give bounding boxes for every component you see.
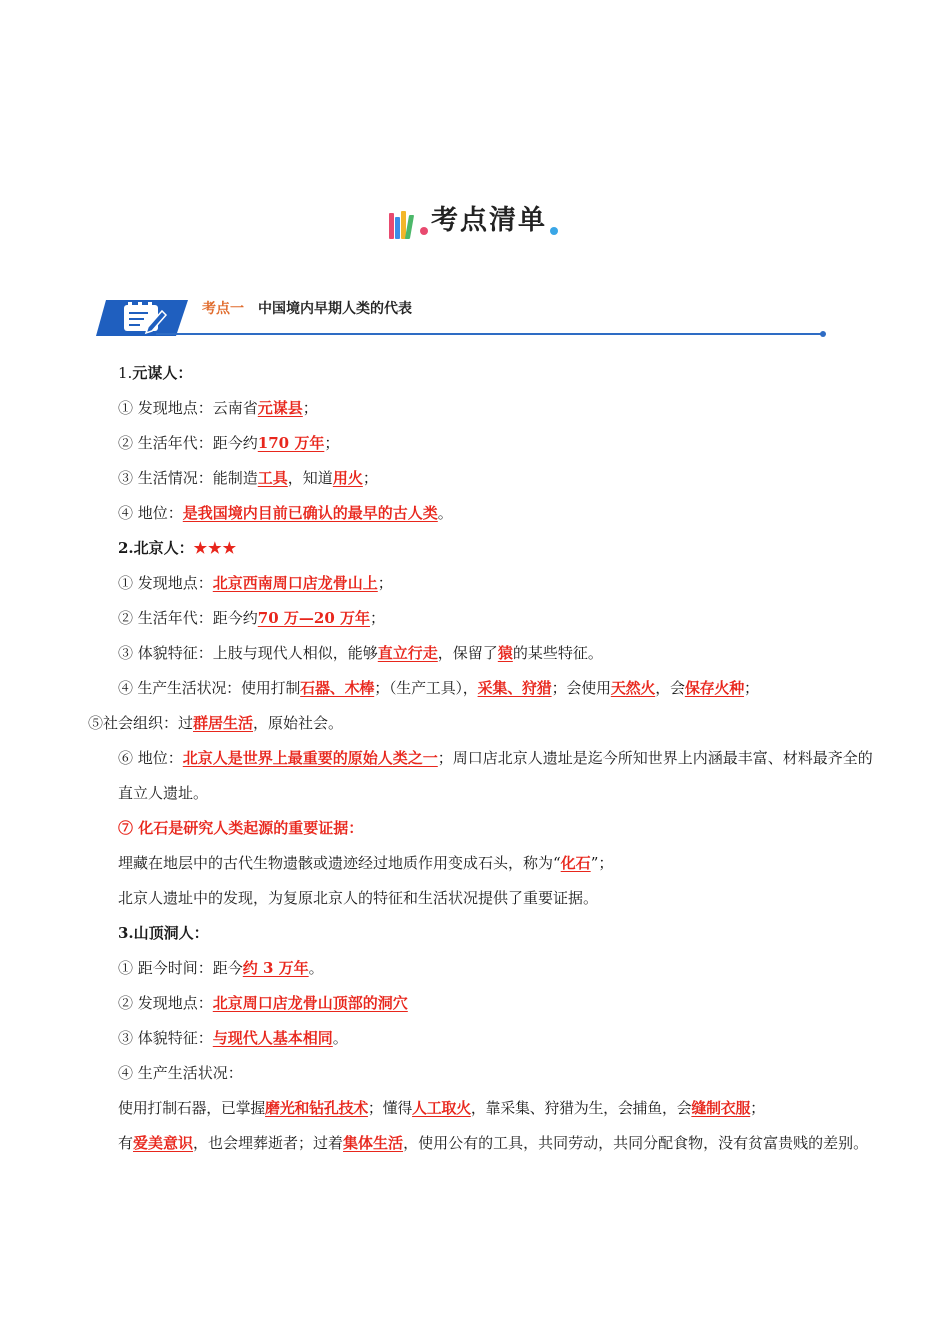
list-item: ⑥ 地位：北京人是世界上最重要的原始人类之一；周口店北京人遗址是迄今所知世界上内涵最丰富、材料最齐全的直立人遗址。: [118, 749, 873, 802]
keyword: 用火: [332, 469, 363, 487]
keyword: 元谋县: [257, 399, 303, 417]
list-item: ① 发现地点：北京西南周口店龙骨山上；: [118, 574, 393, 592]
list-item: ④ 地位：是我国境内目前已确认的最早的古人类。: [118, 504, 453, 522]
keyword: 磨光和钻孔技术: [265, 1099, 368, 1117]
keyword: 保存火种: [684, 679, 745, 697]
section-header: [96, 296, 830, 340]
heading-text: 2.北京人：: [118, 539, 194, 557]
list-item: ① 发现地点：云南省元谋县；: [118, 399, 318, 417]
section-divider: [156, 333, 824, 335]
list-item: ③ 生活情况：能制造工具，知道用火；: [118, 469, 378, 487]
keyword: 猿: [497, 644, 513, 662]
red-dot-icon: [420, 227, 428, 235]
list-item: ⑤社会组织：过群居生活，原始社会。: [88, 714, 344, 732]
list-item: ② 生活年代：距今约170 万年；: [118, 434, 340, 452]
list-item: ④ 生产生活状况：: [118, 1064, 243, 1082]
page-title: 考点清单: [431, 205, 547, 236]
star-rating: ★★★: [193, 539, 238, 557]
section-label: 考点一: [202, 301, 244, 317]
keyword: 人工取火: [412, 1099, 471, 1117]
keyword: 北京西南周口店龙骨山上: [212, 574, 378, 592]
keyword: 工具: [257, 469, 288, 487]
keyword: 直立行走: [377, 644, 438, 662]
keyword: 与现代人基本相同: [212, 1029, 333, 1047]
heading-number: 1.: [118, 364, 133, 382]
keyword: 约 3 万年: [242, 959, 309, 977]
section-title: 中国境内早期人类的代表: [258, 301, 412, 317]
keyword: 北京周口店龙骨山顶部的洞穴: [212, 994, 408, 1012]
list-item: ④ 生产生活状况：使用打制石器、木棒；（生产工具），采集、狩猎；会使用天然火，会保存火种；: [118, 679, 759, 697]
paragraph: 埋藏在地层中的古代生物遗骸或遗迹经过地质作用变成石头，称为“化石”；: [118, 854, 614, 872]
keyword: 170 万年: [257, 434, 325, 452]
list-item: ② 发现地点：北京周口店龙骨山顶部的洞穴: [118, 994, 408, 1012]
heading-upper-cave-man: 3.山顶洞人：: [118, 924, 209, 942]
keyword: 北京人是世界上最重要的原始人类之一: [182, 749, 438, 767]
books-icon: [389, 211, 413, 239]
keyword: 爱美意识: [133, 1134, 194, 1152]
paragraph: 有爱美意识，也会埋葬逝者；过着集体生活，使用公有的工具，共同劳动，共同分配食物，没有贫富贵贱的差别。: [118, 1134, 869, 1152]
keyword: 石器、木棒: [300, 679, 375, 697]
heading-peking-man: [88, 531, 878, 566]
paragraph: 北京人遗址中的发现，为复原北京人的特征和生活状况提供了重要证据。: [118, 889, 599, 907]
heading-yuanmou: [88, 356, 878, 391]
list-item: ③ 体貌特征：与现代人基本相同。: [118, 1029, 348, 1047]
list-item: ① 距今时间：距今约 3 万年。: [118, 959, 324, 977]
blue-dot-icon: [550, 227, 558, 235]
keyword: 采集、狩猎: [477, 679, 552, 697]
document-body: [88, 356, 878, 1161]
keyword: 天然火: [610, 679, 656, 697]
heading-text: 元谋人：: [132, 364, 193, 382]
edit-note-icon: [96, 296, 192, 338]
list-item: ② 生活年代：距今约70 万—20 万年；: [118, 609, 385, 627]
list-item: ⑦ 化石是研究人类起源的重要证据：: [118, 819, 364, 837]
keyword: 群居生活: [193, 714, 254, 732]
keyword: 是我国境内目前已确认的最早的古人类: [182, 504, 438, 522]
list-item: ③ 体貌特征：上肢与现代人相似，能够直立行走，保留了猿的某些特征。: [118, 644, 603, 662]
divider-end-dot: [820, 331, 826, 337]
keyword: 缝制衣服: [691, 1099, 751, 1117]
keyword: 化石: [560, 854, 591, 872]
keyword: 70 万—20 万年: [257, 609, 370, 627]
keyword: 集体生活: [343, 1134, 404, 1152]
page-title-block: [0, 203, 950, 243]
paragraph: 使用打制石器，已掌握磨光和钻孔技术；懂得人工取火，靠采集、狩猎为生，会捕鱼，会缝制衣服；: [118, 1099, 765, 1117]
